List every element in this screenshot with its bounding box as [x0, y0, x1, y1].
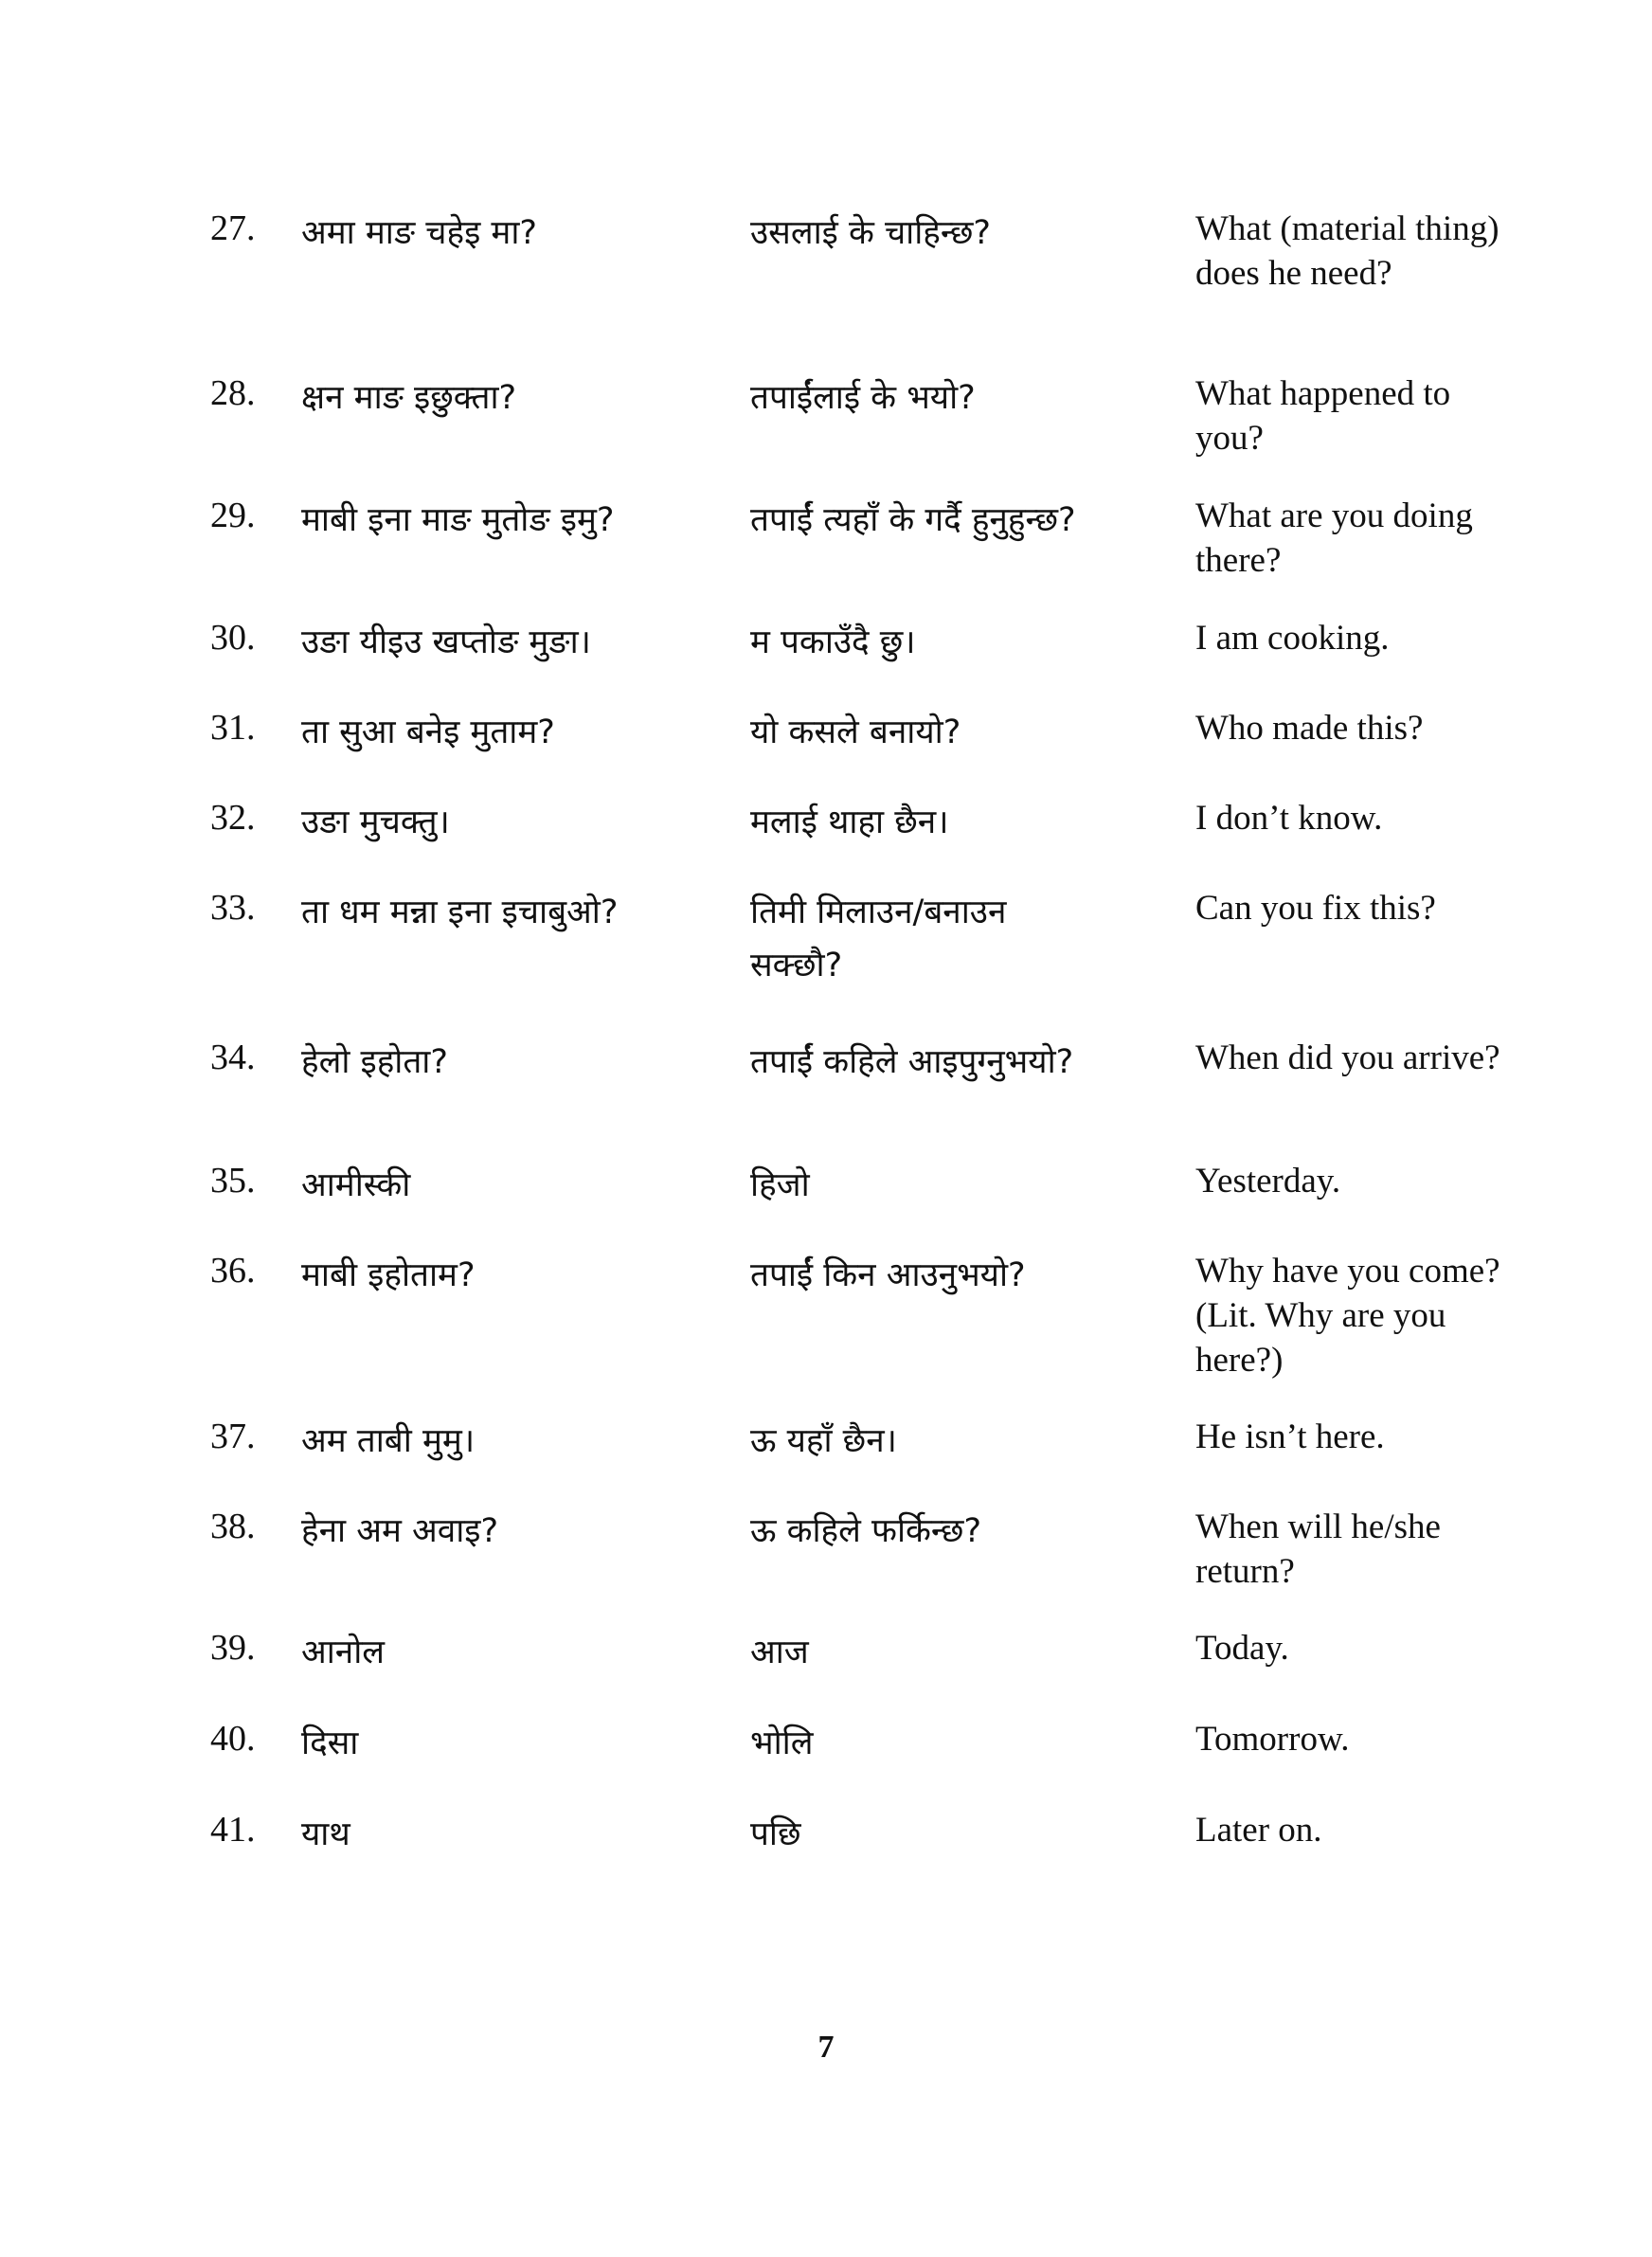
target-language-phrase: हेना अम अवाइ? — [301, 1512, 499, 1550]
nepali-translation: यो कसले बनायो? — [750, 713, 961, 751]
english-translation: What happened to you? — [1195, 374, 1451, 458]
target-language-phrase: अम ताबी मुमु। — [301, 1422, 476, 1460]
entry-number: 38. — [210, 1507, 256, 1546]
english-translation: What are you doing there? — [1195, 497, 1473, 580]
nepali-translation: तपाईंलाई के भयो? — [750, 379, 976, 417]
target-language-phrase: उङा यीइउ खप्तोङ मुङा। — [301, 623, 591, 661]
target-language-phrase: माबी इना माङ मुतोङ इमु? — [301, 501, 615, 539]
nepali-translation: तपाईं किन आउनुभयो? — [750, 1256, 1026, 1294]
english-translation: Tomorrow. — [1195, 1720, 1350, 1759]
entry-number: 40. — [210, 1719, 256, 1759]
nepali-translation: ऊ यहाँ छैन। — [750, 1422, 897, 1460]
entry-number: 41. — [210, 1810, 256, 1850]
entry-number: 27. — [210, 208, 256, 248]
english-translation: Can you fix this? — [1195, 889, 1436, 928]
entry-number: 36. — [210, 1251, 256, 1291]
target-language-phrase: क्षन माङ इछुक्ता? — [301, 379, 517, 417]
english-translation: When will he/she return? — [1195, 1508, 1441, 1591]
target-language-phrase: हेलो इहोता? — [301, 1043, 448, 1081]
target-language-phrase: आनोल — [301, 1634, 385, 1671]
english-translation: When did you arrive? — [1195, 1038, 1500, 1077]
nepali-translation: हिजो — [750, 1166, 810, 1204]
nepali-translation: ऊ कहिले फर्किन्छ? — [750, 1512, 982, 1550]
target-language-phrase: ता धम मन्ना इना इचाबुओ? — [301, 894, 619, 931]
target-language-phrase: आमीस्की — [301, 1166, 411, 1204]
target-language-phrase: ता सुआ बनेइ मुताम? — [301, 713, 555, 751]
entry-number: 28. — [210, 373, 256, 413]
english-translation: Yesterday. — [1195, 1162, 1341, 1201]
entry-number: 33. — [210, 888, 256, 928]
entry-number: 29. — [210, 496, 256, 535]
english-translation: I don’t know. — [1195, 799, 1383, 838]
target-language-phrase: माबी इहोताम? — [301, 1256, 476, 1294]
entry-number: 34. — [210, 1038, 256, 1077]
nepali-translation: मलाई थाहा छैन। — [750, 803, 949, 841]
nepali-translation: आज — [750, 1634, 809, 1671]
nepali-translation: उसलाई के चाहिन्छ? — [750, 214, 992, 252]
target-language-phrase: याथ — [301, 1815, 350, 1853]
nepali-translation: तपाईं त्यहाँ के गर्दै हुनुहुन्छ? — [750, 501, 1076, 539]
nepali-translation: भोलि — [750, 1724, 814, 1762]
entry-number: 32. — [210, 798, 256, 838]
english-translation: Who made this? — [1195, 709, 1424, 748]
english-translation: He isn’t here. — [1195, 1417, 1385, 1456]
nepali-translation: पछि — [750, 1815, 801, 1853]
nepali-translation: म पकाउँदै छु। — [750, 623, 916, 661]
entry-number: 31. — [210, 708, 256, 748]
entry-number: 30. — [210, 618, 256, 658]
entry-number: 35. — [210, 1161, 256, 1201]
english-translation: Why have you come? (Lit. Why are you here?) — [1195, 1252, 1500, 1380]
page-number: 7 — [817, 2030, 835, 2065]
english-translation: I am cooking. — [1195, 619, 1390, 658]
nepali-translation: तिमी मिलाउन/बनाउन सक्छौ? — [750, 894, 1007, 984]
entry-number: 37. — [210, 1417, 256, 1456]
target-language-phrase: अमा माङ चहेइ मा? — [301, 214, 537, 252]
english-translation: What (material thing) does he need? — [1195, 209, 1499, 293]
english-translation: Later on. — [1195, 1811, 1322, 1850]
entry-number: 39. — [210, 1628, 256, 1668]
nepali-translation: तपाईं कहिले आइपुग्नुभयो? — [750, 1043, 1074, 1081]
target-language-phrase: उङा मुचक्तु। — [301, 803, 450, 841]
english-translation: Today. — [1195, 1629, 1289, 1668]
target-language-phrase: दिसा — [301, 1724, 359, 1762]
